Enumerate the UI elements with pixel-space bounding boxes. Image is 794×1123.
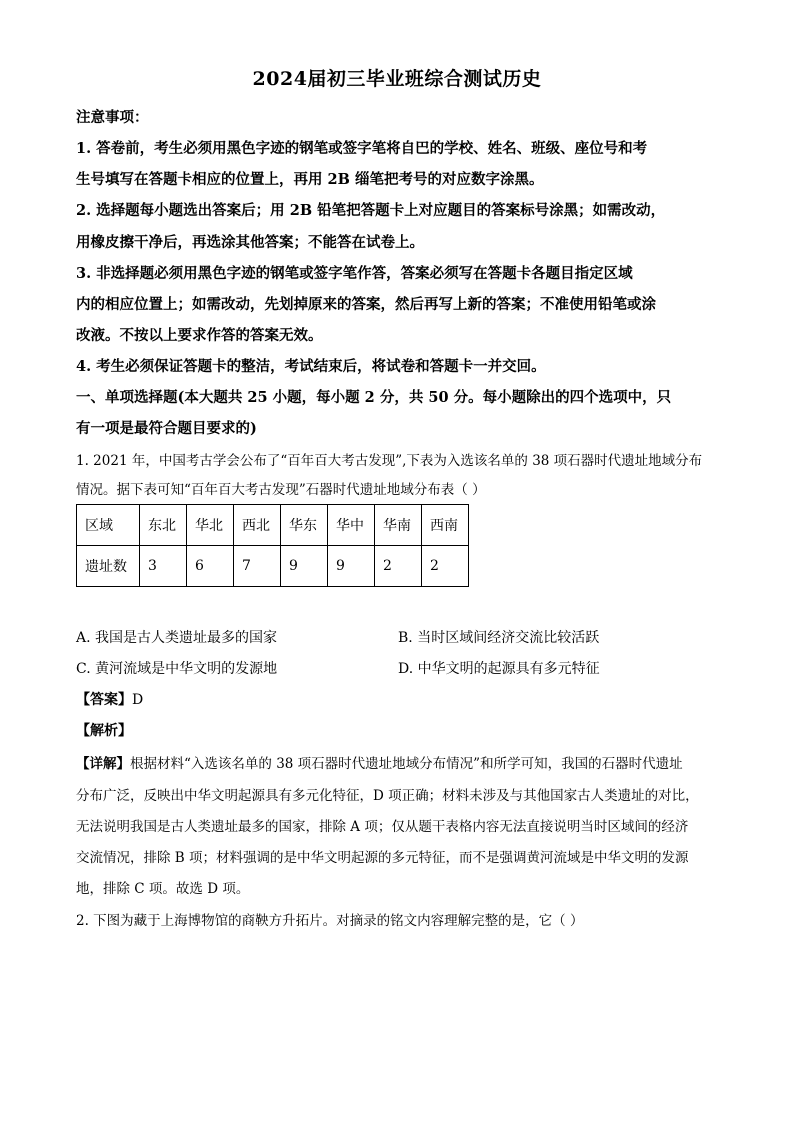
table-cell: 2 [422,546,469,587]
detail-line: 分布广泛，反映出中华文明起源具有多元化特征，D 项正确；材料未涉及与其他国家古人类遗址的对比， [76,788,699,804]
answer-value: D [132,692,144,708]
table-cell: 西南 [422,505,469,546]
table-cell: 区域 [77,505,140,546]
notice-heading: 注意事项： [76,109,149,126]
table-cell: 华北 [187,505,234,546]
question-2-stem: 2. 下图为藏于上海博物馆的商鞅方升拓片。对摘录的铭文内容理解完整的是，它（ ） [76,913,584,929]
detail-line: 交流情况，排除 B 项；材料强调的是中华文明起源的多元特征，而不是强调黄河流域是中华文明的发源 [76,850,689,866]
detail-tag: 【详解】 [76,756,130,772]
notice-line: 生号填写在答题卡相应的位置上，再用 2B 缁笔把考号的对应数字涂黑。 [76,171,544,188]
exam-title: 2024届初三毕业班综合测试历史 [252,68,542,90]
table-cell: 6 [187,546,234,587]
detail-line: 无法说明我国是古人类遗址最多的国家，排除 A 项；仅从题干表格内容无法直接说明当时区域间的经济 [76,819,689,835]
question-1-stem: 情况。据下表可知“百年百大考古发现”石器时代遗址地域分布表（ ） [76,482,486,498]
analysis-label: 【解析】 [76,723,132,739]
region-site-table [76,504,469,587]
table-cell: 9 [281,546,328,587]
answer-tag: 【答案】 [76,692,132,708]
table-cell: 7 [234,546,281,587]
analysis-tag [76,720,132,740]
option-b: B. 当时区域间经济交流比较活跃 [398,630,600,646]
table-cell: 遗址数 [77,546,140,587]
notice-line: 1. 答卷前，考生必须用黑色字迹的钢笔或签字笔将自巴的学校、姓名、班级、座位号和考 [76,140,648,157]
table-cell: 华南 [375,505,422,546]
option-d: D. 中华文明的起源具有多元特征 [398,661,600,677]
table-cell: 西北 [234,505,281,546]
notice-line: 用橡皮擦干净后，再选涂其他答案；不能答在试卷上。 [76,234,424,251]
notice-line: 4. 考生必须保证答题卡的整洁，考试结束后，将试卷和答题卡一并交回。 [76,358,546,375]
table-cell: 华东 [281,505,328,546]
table-cell: 9 [328,546,375,587]
answer-line [76,689,143,709]
notice-line: 3. 非选择题必须用黑色字迹的钢笔或签字笔作答，答案必须写在答题卡各题目指定区域 [76,265,633,282]
table-cell: 华中 [328,505,375,546]
table-cell: 3 [140,546,187,587]
detail-line: 地，排除 C 项。故选 D 项。 [76,881,250,897]
option-c: C. 黄河流域是中华文明的发源地 [76,661,278,677]
table-row [77,546,469,587]
section-heading: 一、单项选择题(本大题共 25 小题，每小题 2 分，共 50 分。每小题除出的四个选项中，只 [76,389,672,406]
table-cell: 2 [375,546,422,587]
option-a: A. 我国是古人类遗址最多的国家 [76,630,278,646]
table-header-row [77,505,469,546]
notice-line: 改液。不按以上要求作答的答案无效。 [76,327,323,344]
notice-line: 2. 选择题每小题选出答案后；用 2B 铅笔把答题卡上对应题目的答案标号涂黑；如需改动， [76,202,666,219]
section-heading-cont: 有一项是最符合题目要求的) [76,420,257,437]
notice-line: 内的相应位置上；如需改动，先划掉原来的答案，然后再写上新的答案；不准使用铅笔或涂 [76,296,656,313]
question-1-stem: 1. 2021 年，中国考古学会公布了“百年百大考古发现”,下表为入选该名单的 38 项石器时代遗址地域分布 [76,453,703,469]
detail-text: 根据材料“入选该名单的 38 项石器时代遗址地域分布情况”和所学可知，我国的石器时代遗址 [130,756,683,772]
detail-line [76,752,683,772]
table-cell: 东北 [140,505,187,546]
